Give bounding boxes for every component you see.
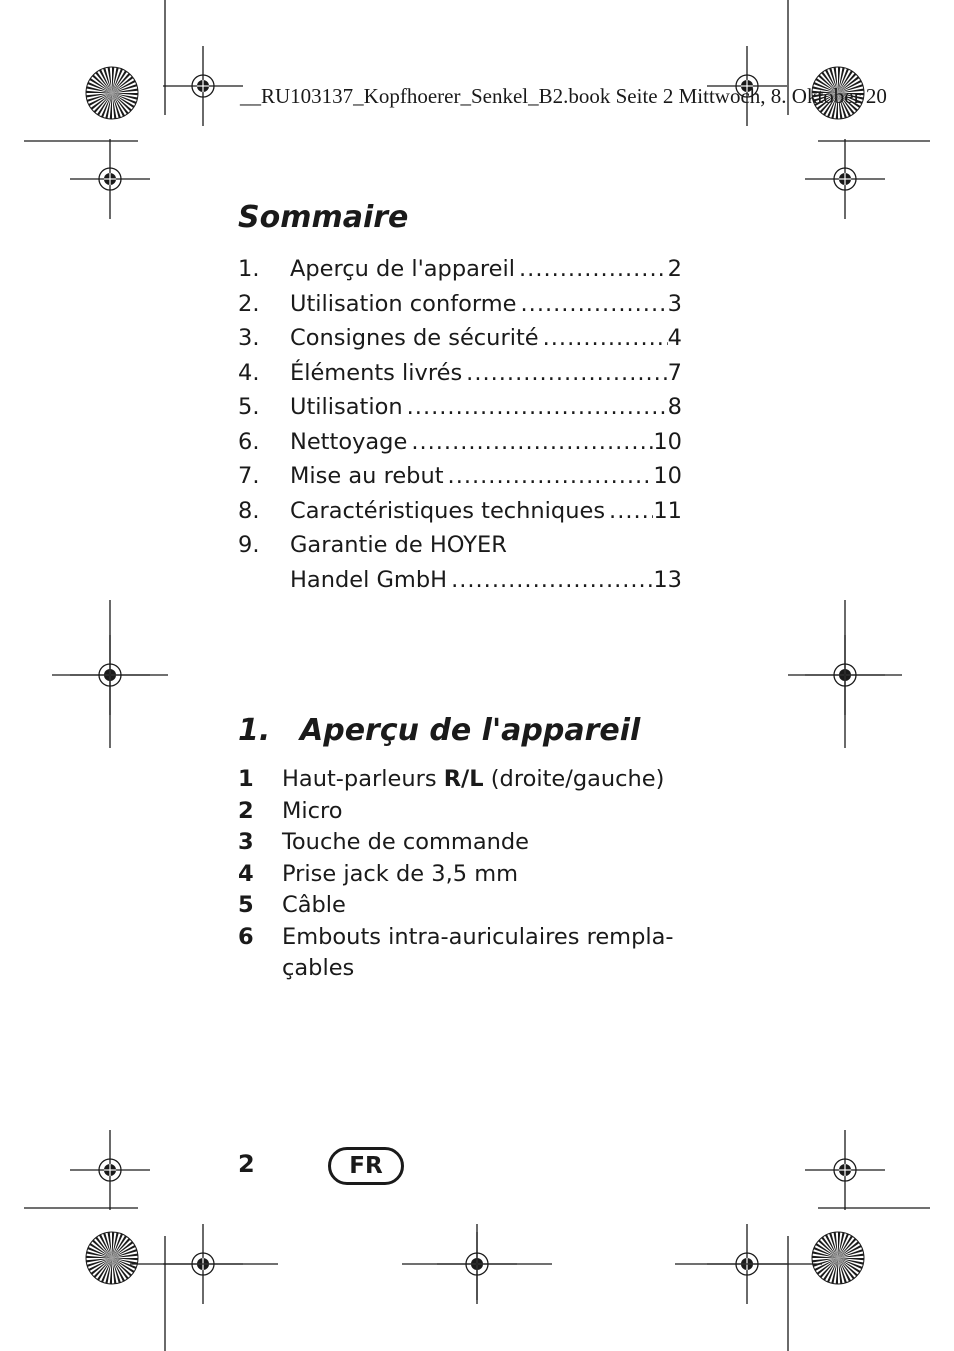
toc-entry-number: 2. [238,290,260,317]
part-number: 2 [238,797,254,824]
part-description: Embouts intra-auriculaires rempla-çables [282,923,674,981]
part-text-before: Haut-parleurs [282,766,444,792]
part-description: Micro [282,797,343,824]
list-item [238,890,678,922]
list-item [238,922,678,985]
toc-entry-number: 3. [238,325,260,351]
toc-entry-text-line2: Handel GmbH [290,566,448,593]
section-title: Aperçu de l'appareil [300,713,641,748]
part-text-bold: R/L [443,766,484,792]
part-description: Prise jack de 3,5 mm [282,860,519,887]
toc-entry-continuation[interactable] [238,563,682,598]
part-description: Touche de commande [282,829,529,855]
toc-entry-number: 7. [238,463,260,489]
toc-entry-text: Utilisation conforme [290,290,517,317]
star-target-icon [86,67,138,119]
toc-leader-dots [605,494,653,529]
toc-entry[interactable] [238,252,682,287]
section-number: 1. [238,713,271,748]
toc-entry[interactable] [238,287,682,322]
toc-entry[interactable] [238,425,682,460]
part-number: 1 [238,766,254,792]
toc-entry-number: 6. [238,428,260,455]
toc-entry-text: Nettoyage [290,428,408,455]
toc-leader-dots [444,459,654,494]
toc-entry[interactable] [238,459,682,494]
list-item [238,859,678,891]
toc-entry-text: Garantie de HOYER [290,532,507,558]
list-item [238,796,678,828]
toc-title: Sommaire [238,200,409,235]
toc-entry-text: Caractéristiques techniques [290,497,606,524]
toc-entry-page: 13 [653,566,682,593]
toc-entry[interactable] [238,356,682,391]
part-number: 3 [238,829,254,855]
toc-entry-page: 11 [653,497,682,524]
part-description: Câble [282,892,346,918]
toc-entry-number: 9. [238,532,260,558]
print-slug-header: __RU103137_Kopfhoerer_Senkel_B2.book Seite 2 Mittwoch, 8. Oktober 20 [240,84,887,108]
toc-leader-dots [447,563,653,598]
toc-entry-text: Mise au rebut [290,463,444,489]
toc-entry[interactable] [238,390,682,425]
list-item [238,827,678,859]
toc-leader-dots [403,390,668,425]
part-number: 6 [238,923,254,950]
toc-leader-dots [515,252,668,287]
toc-entry-number: 5. [238,394,260,420]
list-item [238,764,678,796]
toc-leader-dots [517,287,668,322]
toc-leader-dots [407,425,653,460]
toc-entry-number: 8. [238,497,260,524]
toc-entry-number: 4. [238,359,260,386]
toc-entry-number: 1. [238,256,260,282]
toc-entry-page: 10 [653,428,682,455]
parts-list [238,764,678,985]
section-heading [238,713,640,748]
toc-entry[interactable] [238,321,682,356]
toc-entry-text: Utilisation [290,394,403,420]
part-description [238,764,678,796]
toc-entry-text: Éléments livrés [290,359,463,386]
star-target-icon [812,1232,864,1284]
part-number: 5 [238,892,254,918]
toc-entry-text: Aperçu de l'appareil [290,256,516,282]
toc-entry-page: 8 [667,394,682,420]
toc-entry-page: 10 [653,463,682,489]
toc-leader-dots [462,356,668,391]
toc-entry[interactable] [238,494,682,529]
toc-entry-page: 2 [667,256,682,282]
toc-entry-text: Consignes de sécurité [290,325,539,351]
toc-entry-page: 4 [667,325,682,351]
page-number: 2 [238,1150,255,1178]
table-of-contents [238,252,682,597]
toc-leader-dots [539,321,668,356]
star-target-icon [86,1232,138,1284]
language-badge: FR [328,1147,404,1185]
part-text-after: (droite/gauche) [483,766,665,792]
toc-entry-page: 7 [667,359,682,386]
part-number: 4 [238,860,254,887]
toc-entry[interactable] [238,528,682,563]
toc-entry-page: 3 [667,290,682,317]
